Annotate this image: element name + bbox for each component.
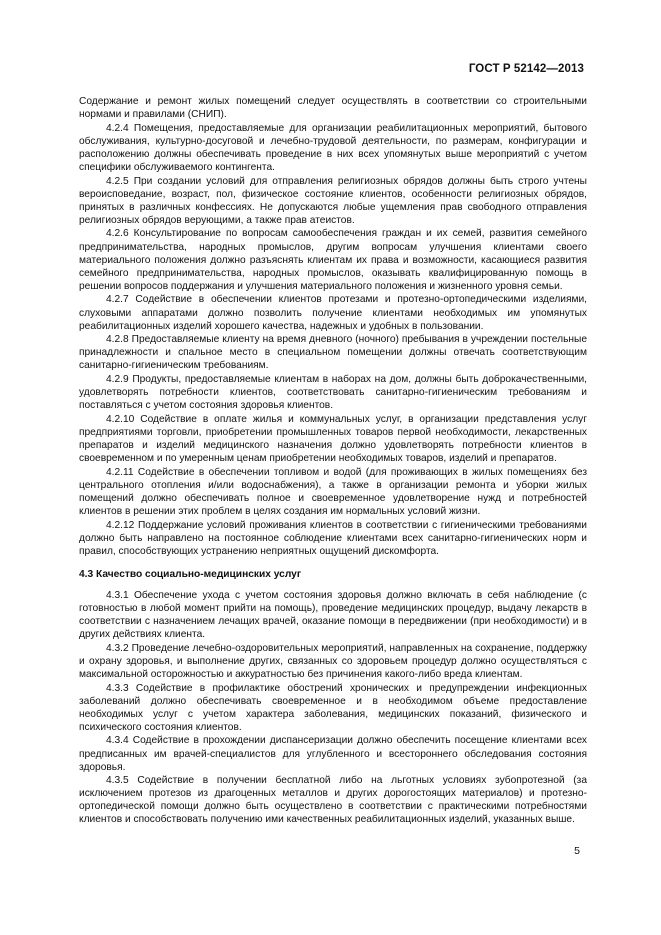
paragraph-4-3-5: 4.3.5 Содействие в получении бесплатной либо на льготных условиях зубопротезной (за исключением протезов из драгоценных металлов и других дорогостоящих материалов) и протезно-ортопедической помощи должно быть осуществлено в соответствии с практическими потребностями клиентов и способствовать получению ими качественных реабилитационных изделий, указанных выше.	[79, 775, 587, 826]
paragraph-4-2-9: 4.2.9 Продукты, предоставляемые клиентам в наборах на дом, должны быть доброкачественными, удовлетворять потребности клиентов, соответствовать санитарно-гигиеническим требованиям и поставляться с учетом состояния здоровья клиентов.	[79, 373, 587, 412]
paragraph-4-2-4: 4.2.4 Помещения, предоставляемые для организации реабилитационных мероприятий, бытового обслуживания, культурно-досуговой и лечебно-трудовой деятельности, по размерам, конфигурации и расположению должны обеспечивать проведение в них всех упомянутых выше мероприятий с учетом специфики обслуживаемого контингента.	[79, 122, 587, 173]
section-heading-4-3: 4.3 Качество социально-медицинских услуг	[79, 568, 302, 580]
page-number: 5	[574, 845, 580, 857]
document-body	[79, 95, 587, 827]
paragraph-4-3-3: 4.3.3 Содействие в профилактике обострений хронических и предупреждении инфекционных заболеваний должно обеспечивать своевременное и в необходимом объеме предоставление необходимых услуг с учетом характера заболевания, медицинских показаний, физического и психического состояния клиентов.	[79, 682, 587, 733]
paragraph-4-2-12: 4.2.12 Поддержание условий проживания клиентов в соответствии с гигиеническими требованиями должно быть направлено на постоянное соблюдение клиентами всех санитарно-гигиенических норм и правил, способствующих устранению неприятных ощущений дискомфорта.	[79, 519, 587, 557]
standard-number-header: ГОСТ Р 52142—2013	[468, 63, 584, 75]
paragraph: Содержание и ремонт жилых помещений следует осуществлять в соответствии со строительными нормами и правилами (СНИП).	[79, 96, 587, 121]
paragraph-4-3-1: 4.3.1 Обеспечение ухода с учетом состояния здоровья должно включать в себя наблюдение (с готовностью в любой момент прийти на помощь), проведение медицинских процедур, выдачу лекарств в соответствии с назначением лечащих врачей, оказание помощи в передвижении (при необходимости) и в других действиях клиента.	[79, 589, 587, 641]
paragraph-4-3-4: 4.3.4 Содействие в прохождении диспансеризации должно обеспечить посещение клиентами всех предписанных им врачей-специалистов для углубленного и всестороннего обследования состояния здоровья.	[79, 735, 587, 773]
paragraph-4-2-10: 4.2.10 Содействие в оплате жилья и коммунальных услуг, в организации представления услуг предприятиями торговли, приобретении промышленных товаров первой необходимости, лекарственных препаратов и изделий медицинского назначения должно удовлетворять потребности клиентов в своевременном и по умеренным ценам приобретении необходимых товаров, изделий и препаратов.	[79, 413, 587, 465]
paragraph-4-2-7: 4.2.7 Содействие в обеспечении клиентов протезами и протезно-ортопедическими изделиями, слуховыми аппаратами должно позволить получение клиентами необходимых им упомянутых реабилитационных изделий хорошего качества, надежных и удобных в пользовании.	[79, 294, 587, 332]
paragraph-4-2-8: 4.2.8 Предоставляемые клиенту на время дневного (ночного) пребывания в учреждении постельные принадлежности и спальное место в специальном помещении должны отвечать соответствующим санитарно-гигиеническим требованиям.	[79, 334, 587, 372]
paragraph-4-2-6: 4.2.6 Консультирование по вопросам самообеспечения граждан и их семей, развития семейного предпринимательства, народных промыслов, другим вопросам улучшения клиентами своего материального положения должно разъяснять клиентам их права и возможности, касающиеся развития семейного предпринимательства, народных промыслов, оказывать квалифицированную помощь в решении вопросов поддержания и улучшения материального положения и жизненного уровня семьи.	[79, 228, 587, 292]
paragraph-4-2-11: 4.2.11 Содействие в обеспечении топливом и водой (для проживающих в жилых помещениях без центрального отопления и/или водоснабжения), а также в организации ремонта и уборки жилых помещений должно обеспечивать полное и своевременное удовлетворение нужд и потребностей клиентов в решении этих проблем в целях создания им нормальных условий жизни.	[79, 466, 587, 517]
paragraph-4-2-5: 4.2.5 При создании условий для отправления религиозных обрядов должны быть строго учтены вероисповедание, возраст, пол, физическое состояние клиентов, особенности религиозных обрядов, принятых в различных конфессиях. Не допускаются любые ущемления прав свободного отправления религиозных обрядов верующими, а также прав атеистов.	[79, 175, 587, 226]
paragraph-4-3-2: 4.3.2 Проведение лечебно-оздоровительных мероприятий, направленных на сохранение, поддержку и охрану здоровья, и выполнение других, связанных со здоровьем процедур должно осуществляться с максимальной осторожностью и аккуратностью без причинения какого-либо вреда клиентам.	[79, 642, 587, 680]
